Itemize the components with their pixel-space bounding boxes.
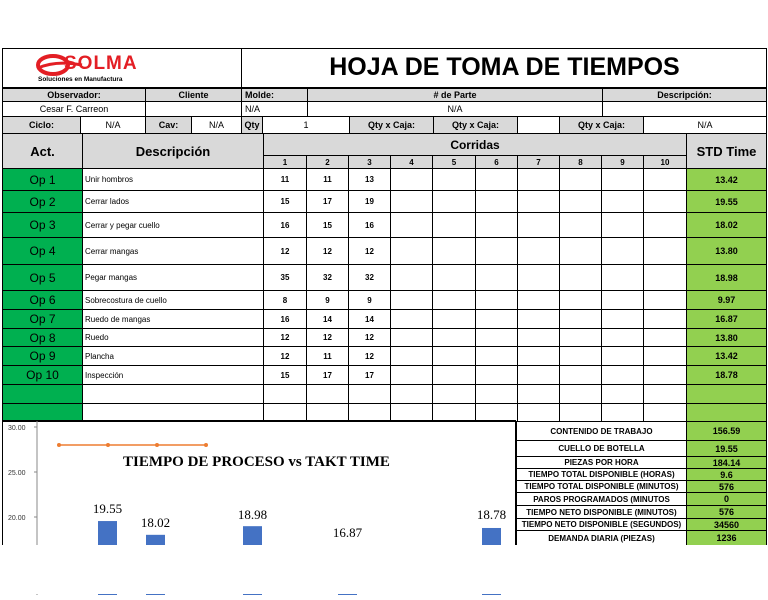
y-tick-label: 20.00 (8, 515, 26, 522)
corrida-cell: 14 (306, 309, 349, 329)
corrida-cell (348, 384, 391, 404)
logo-subtitle: Soluciones en Manufactura (38, 76, 123, 83)
corrida-cell: 32 (306, 264, 349, 291)
corrida-cell (559, 237, 602, 265)
corrida-cell (475, 384, 518, 404)
corrida-cell (517, 365, 560, 385)
corrida-cell (643, 190, 687, 213)
corrida-cell (390, 346, 433, 366)
std-time-value (686, 403, 767, 422)
corrida-cell (390, 290, 433, 310)
summary-label: TIEMPO NETO DISPONIBLE (SEGUNDOS) (516, 518, 687, 531)
std-time-value: 18.78 (686, 365, 767, 385)
std-time-value: 19.55 (686, 190, 767, 213)
corrida-cell (643, 290, 687, 310)
corrida-cell (601, 365, 644, 385)
corrida-number-8: 8 (559, 155, 602, 169)
summary-value: 34560 (686, 518, 767, 531)
corrida-cell: 32 (348, 264, 391, 291)
std-time-value (686, 384, 767, 404)
summary-label: CUELLO DE BOTELLA (516, 440, 687, 457)
corrida-cell: 17 (306, 190, 349, 213)
corrida-cell (390, 328, 433, 347)
corrida-cell (432, 384, 476, 404)
qty-label: Qty (241, 116, 263, 134)
cav-value: N/A (191, 116, 242, 134)
corrida-number-2: 2 (306, 155, 349, 169)
operation-description: Sobrecostura de cuello (82, 290, 264, 310)
corrida-number-7: 7 (517, 155, 560, 169)
std-time-value: 9.97 (686, 290, 767, 310)
corrida-cell (643, 403, 687, 422)
corrida-cell (475, 168, 518, 191)
summary-label: PIEZAS POR HORA (516, 456, 687, 469)
op-label (2, 384, 83, 404)
std-time-value: 13.42 (686, 168, 767, 191)
corrida-cell (475, 328, 518, 347)
corrida-cell: 17 (348, 365, 391, 385)
corrida-cell (559, 328, 602, 347)
parte-value: N/A (307, 101, 603, 117)
corrida-cell (601, 212, 644, 238)
corrida-cell (432, 190, 476, 213)
corrida-cell (601, 384, 644, 404)
bar-value-label: 18.98 (237, 507, 268, 522)
corrida-cell (432, 346, 476, 366)
summary-value: 0 (686, 492, 767, 506)
operation-description: Ruedo de mangas (82, 309, 264, 329)
operation-description: Inspección (82, 365, 264, 385)
operation-description: Cerrar y pegar cuello (82, 212, 264, 238)
corrida-cell: 11 (306, 168, 349, 191)
corrida-cell (643, 346, 687, 366)
bar-value-label: 16.87 (332, 525, 363, 540)
corrida-cell (559, 384, 602, 404)
molde-label: Molde: (241, 88, 308, 102)
chart-title: TIEMPO DE PROCESO vs TAKT TIME (123, 454, 390, 470)
summary-value: 1236 (686, 530, 767, 546)
cav-label: Cav: (145, 116, 192, 134)
corrida-cell: 9 (348, 290, 391, 310)
corrida-cell: 16 (263, 309, 307, 329)
solma-logo (36, 50, 176, 86)
operation-description: Pegar mangas (82, 264, 264, 291)
corrida-cell (601, 237, 644, 265)
corrida-cell (475, 365, 518, 385)
operation-description: Cerrar mangas (82, 237, 264, 265)
op-label: Op 4 (2, 237, 83, 265)
op-label: Op 8 (2, 328, 83, 347)
corrida-cell (432, 309, 476, 329)
y-tick-label: 30.00 (8, 425, 26, 432)
corrida-cell (517, 264, 560, 291)
corrida-cell: 11 (306, 346, 349, 366)
corrida-cell: 15 (263, 190, 307, 213)
operation-description: Unir hombros (82, 168, 264, 191)
corrida-cell (601, 290, 644, 310)
corrida-cell (643, 384, 687, 404)
corrida-cell (601, 168, 644, 191)
corrida-cell (517, 168, 560, 191)
op-label: Op 5 (2, 264, 83, 291)
corrida-cell: 12 (263, 328, 307, 347)
corrida-cell (559, 346, 602, 366)
qtyxcaja-label-2: Qty x Caja: (433, 116, 518, 134)
corrida-cell (517, 384, 560, 404)
corrida-cell (306, 384, 349, 404)
std-time-value: 13.80 (686, 328, 767, 347)
ciclo-label: Ciclo: (2, 116, 81, 134)
corrida-cell (643, 264, 687, 291)
qtyxcaja-label-1: Qty x Caja: (349, 116, 434, 134)
corrida-cell (517, 346, 560, 366)
std-time-value: 18.98 (686, 264, 767, 291)
corrida-cell (643, 237, 687, 265)
corrida-cell (559, 264, 602, 291)
corrida-cell (390, 384, 433, 404)
ciclo-value: N/A (80, 116, 146, 134)
summary-value: 184.14 (686, 456, 767, 469)
corrida-cell (601, 264, 644, 291)
descripcion-value (602, 101, 767, 117)
corrida-cell (559, 190, 602, 213)
corrida-number-10: 10 (643, 155, 687, 169)
parte-label: # de Parte (307, 88, 603, 102)
summary-label: CONTENIDO DE TRABAJO (516, 421, 687, 441)
corrida-cell (390, 168, 433, 191)
corrida-cell (390, 190, 433, 213)
corrida-number-9: 9 (601, 155, 644, 169)
summary-label: DEMANDA DIARIA (PIEZAS) (516, 530, 687, 546)
corrida-cell: 12 (348, 237, 391, 265)
corrida-cell (432, 365, 476, 385)
corrida-cell (475, 290, 518, 310)
corrida-cell: 12 (348, 328, 391, 347)
summary-value: 9.6 (686, 468, 767, 481)
corrida-number-3: 3 (348, 155, 391, 169)
corrida-cell: 15 (263, 365, 307, 385)
op-label: Op 10 (2, 365, 83, 385)
corrida-cell (559, 168, 602, 191)
corrida-cell (643, 212, 687, 238)
cliente-value (145, 101, 242, 117)
corrida-cell (390, 309, 433, 329)
corrida-cell (390, 212, 433, 238)
corrida-cell: 13 (348, 168, 391, 191)
corrida-cell: 14 (348, 309, 391, 329)
std-time-value: 16.87 (686, 309, 767, 329)
corrida-cell (601, 403, 644, 422)
corrida-cell: 19 (348, 190, 391, 213)
corrida-cell (517, 237, 560, 265)
qtyxcaja-value-2 (517, 116, 560, 134)
corrida-cell (517, 212, 560, 238)
std-time-value: 18.02 (686, 212, 767, 238)
corrida-cell: 17 (306, 365, 349, 385)
corrida-cell (475, 309, 518, 329)
corrida-cell (559, 309, 602, 329)
corrida-cell (390, 237, 433, 265)
final-value: N/A (643, 116, 767, 134)
corrida-cell (390, 264, 433, 291)
takt-time-point (106, 443, 110, 447)
page-title: HOJA DE TOMA DE TIEMPOS (329, 53, 680, 81)
corrida-cell: 8 (263, 290, 307, 310)
molde-value: N/A (241, 101, 308, 117)
corrida-cell: 12 (263, 237, 307, 265)
corrida-cell (263, 384, 307, 404)
takt-time-point (155, 443, 159, 447)
corrida-cell (517, 190, 560, 213)
descripcion-label: Descripción: (602, 88, 767, 102)
corrida-cell (559, 403, 602, 422)
y-tick-label: 25.00 (8, 470, 26, 477)
corrida-number-1: 1 (263, 155, 307, 169)
summary-label: TIEMPO NETO DISPONIBLE (MINUTOS) (516, 505, 687, 519)
corrida-cell (432, 328, 476, 347)
corrida-cell (601, 346, 644, 366)
corrida-cell (432, 237, 476, 265)
corrida-cell (601, 328, 644, 347)
corrida-number-5: 5 (432, 155, 476, 169)
corrida-cell: 11 (263, 168, 307, 191)
op-label: Op 7 (2, 309, 83, 329)
logo-text: SOLMA (64, 53, 138, 74)
act-header: Act. (2, 133, 83, 169)
operation-description: Plancha (82, 346, 264, 366)
bar-value-label: 19.55 (92, 501, 123, 516)
corrida-cell: 12 (348, 346, 391, 366)
op-label: Op 6 (2, 290, 83, 310)
corrida-cell (601, 190, 644, 213)
corridas-header: Corridas (263, 133, 687, 156)
summary-label: PAROS PROGRAMADOS (MINUTOS (516, 492, 687, 506)
corrida-cell: 12 (306, 237, 349, 265)
op-label: Op 9 (2, 346, 83, 366)
qtyxcaja-label-3: Qty x Caja: (559, 116, 644, 134)
operation-description: Cerrar lados (82, 190, 264, 213)
summary-value: 19.55 (686, 440, 767, 457)
bar-value-label: 18.78 (476, 507, 507, 522)
std-time-header: STD Time (686, 133, 767, 169)
corrida-cell (643, 365, 687, 385)
operation-description: Ruedo (82, 328, 264, 347)
corrida-cell (601, 309, 644, 329)
corrida-cell (432, 168, 476, 191)
summary-label: TIEMPO TOTAL DISPONIBLE (MINUTOS) (516, 480, 687, 493)
corrida-cell (475, 190, 518, 213)
summary-value: 576 (686, 505, 767, 519)
corrida-cell (432, 290, 476, 310)
corrida-cell (517, 403, 560, 422)
corrida-cell (517, 328, 560, 347)
op-label: Op 2 (2, 190, 83, 213)
op-label: Op 3 (2, 212, 83, 238)
std-time-value: 13.80 (686, 237, 767, 265)
corrida-cell (517, 290, 560, 310)
corrida-cell: 12 (306, 328, 349, 347)
corrida-cell: 9 (306, 290, 349, 310)
corrida-cell: 16 (263, 212, 307, 238)
corrida-number-6: 6 (475, 155, 518, 169)
corrida-cell (517, 309, 560, 329)
bar-value-label: 18.02 (140, 515, 171, 530)
operation-description (82, 384, 264, 404)
observador-label: Observador: (2, 88, 146, 102)
corrida-cell (390, 365, 433, 385)
corrida-cell: 15 (306, 212, 349, 238)
corrida-cell (475, 346, 518, 366)
cliente-label: Cliente (145, 88, 242, 102)
std-time-value: 13.42 (686, 346, 767, 366)
corrida-cell (475, 264, 518, 291)
takt-time-point (57, 443, 61, 447)
summary-value: 156.59 (686, 421, 767, 441)
takt-time-point (204, 443, 208, 447)
corrida-cell (432, 212, 476, 238)
corrida-number-4: 4 (390, 155, 433, 169)
corrida-cell (643, 309, 687, 329)
corrida-cell: 35 (263, 264, 307, 291)
corrida-cell: 16 (348, 212, 391, 238)
desc-header: Descripción (82, 133, 264, 169)
qty-value: 1 (262, 116, 350, 134)
observador-value: Cesar F. Carreon (2, 101, 146, 117)
corrida-cell (475, 212, 518, 238)
corrida-cell (475, 237, 518, 265)
corrida-cell (559, 365, 602, 385)
op-label: Op 1 (2, 168, 83, 191)
corrida-cell (432, 264, 476, 291)
corrida-cell: 12 (263, 346, 307, 366)
corrida-cell (559, 290, 602, 310)
page-bottom-margin (0, 545, 768, 594)
corrida-cell (643, 328, 687, 347)
corrida-cell (643, 168, 687, 191)
summary-value: 576 (686, 480, 767, 493)
corrida-cell (559, 212, 602, 238)
summary-label: TIEMPO TOTAL DISPONIBLE (HORAS) (516, 468, 687, 481)
